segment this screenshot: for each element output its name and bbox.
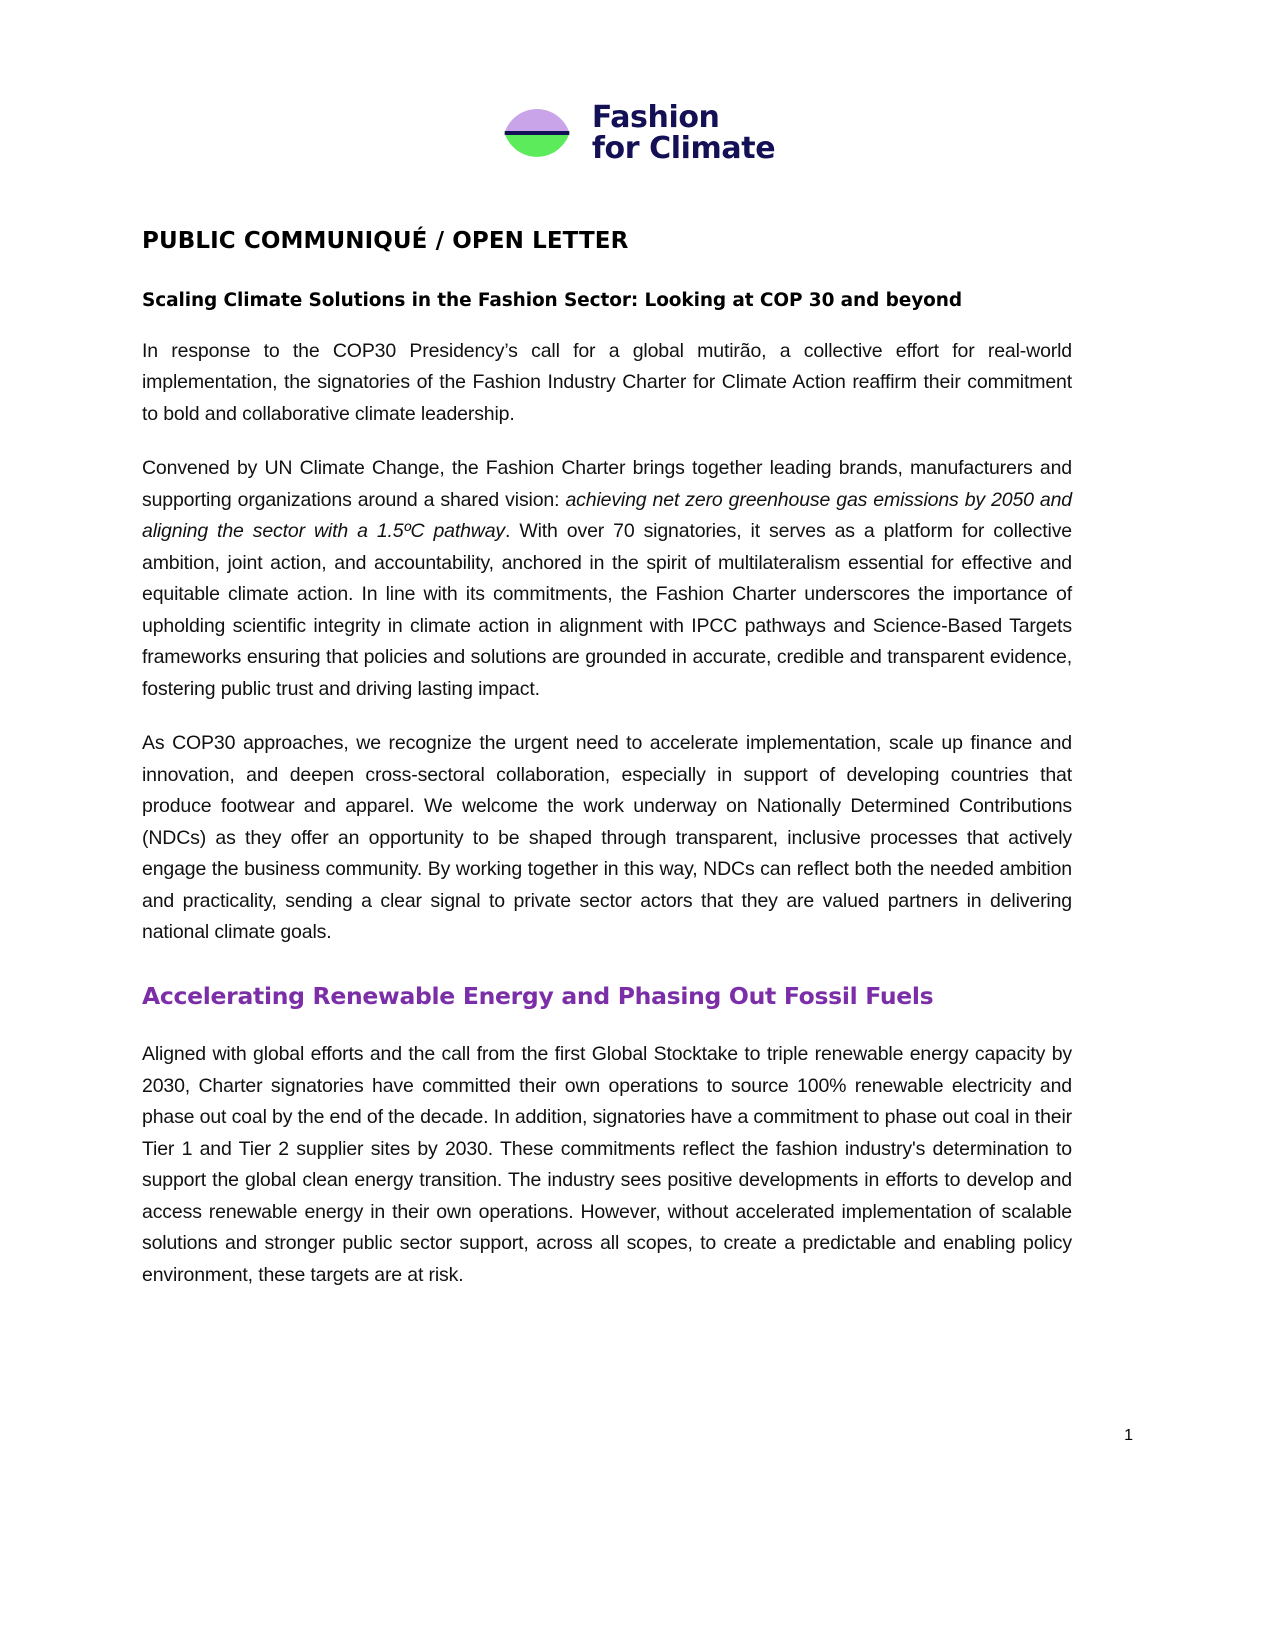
document-content [142,228,1072,1291]
logo [500,95,775,171]
logo-header [0,95,1275,171]
paragraph-2-emphasis: achieving net zero greenhouse gas emissions by 2050 and aligning the sector with a 1.5ºC pathway [142,488,1072,543]
document-subtitle: Scaling Climate Solutions in the Fashion Sector: Looking at COP 30 and beyond [142,289,962,311]
section-heading-renewable-energy: Accelerating Renewable Energy and Phasing Out Fossil Fuels [142,981,934,1010]
logo-line-2: for Climate [591,131,776,166]
document-title: PUBLIC COMMUNIQUÉ / OPEN LETTER [142,228,629,254]
logo-wordmark [591,99,776,166]
logo-line-1: Fashion [591,99,720,135]
paragraph-3: As COP30 approaches, we recognize the urgent need to accelerate implementation, scale up finance and innovation, and deepen cross-sectoral collaboration, especially in support of developing countries that produce footwear and apparel. We welcome the work underway on Nationally Determined Contributions (NDCs) as they offer an opportunity to be shaped through transparent, inclusive processes that actively engage the business community. By working together in this way, NDCs can reflect both the needed ambition and practicality, sending a clear signal to private sector actors that they are valued partners in delivering national climate goals. [142,732,1072,944]
paragraph-2-lead: Convened by UN Climate Change, the Fashion Charter brings together leading brands, manufacturers and supporting organizations around a shared vision: [142,457,1072,511]
paragraph-2 [142,453,1072,705]
paragraph-4: Aligned with global efforts and the call from the first Global Stocktake to triple renewable energy capacity by 2030, Charter signatories have committed their own operations to source 100% renewable electricity and phase out coal by the end of the decade. In addition, signatories have a commitment to phase out coal in their Tier 1 and Tier 2 supplier sites by 2030. These commitments reflect the fashion industry's determination to support the global clean energy transition. The industry sees positive developments in efforts to develop and access renewable energy in their own operations. However, without accelerated implementation of scalable solutions and stronger public sector support, across all scopes, to create a predictable and enabling policy environment, these targets are at risk. [142,1043,1072,1286]
fashion-for-climate-lens-mark-icon [500,95,574,171]
page-number: 1 [1124,1427,1133,1444]
paragraph-2-tail: . With over 70 signatories, it serves as a platform for collective ambition, joint action, and accountability, anchored in the spirit of multilateralism essential for effective and equitable climate action. In line with its commitments, the Fashion Charter underscores the importance of upholding scientific integrity in climate action in alignment with IPCC pathways and Science-Based Targets frameworks ensuring that policies and solutions are grounded in accurate, credible and transparent evidence, fostering public trust and driving lasting impact. [142,520,1072,700]
paragraph-1: In response to the COP30 Presidency’s call for a global mutirão, a collective effort for real-world implementation, the signatories of the Fashion Industry Charter for Climate Action reaffirm their commitment to bold and collaborative climate leadership. [142,339,1072,425]
